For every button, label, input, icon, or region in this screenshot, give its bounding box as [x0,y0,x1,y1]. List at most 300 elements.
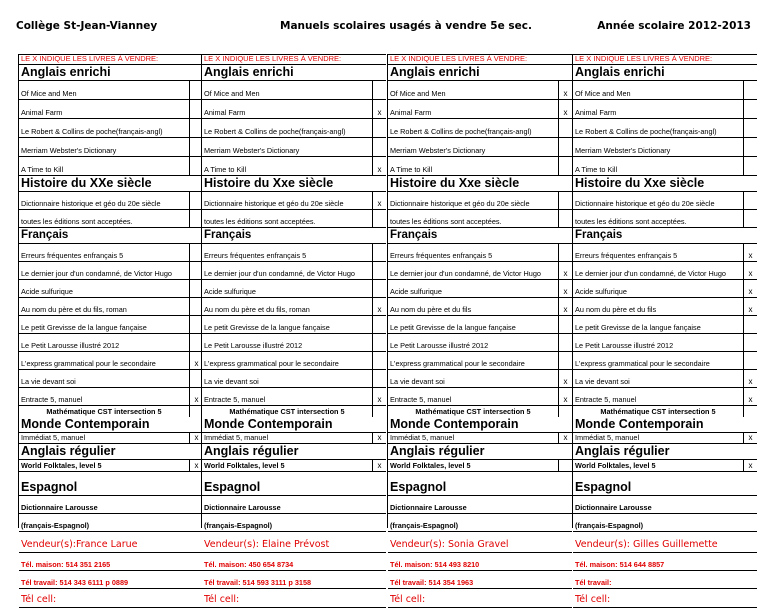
book-row-text: La vie devant soi [575,377,630,386]
sale-mark: x [377,461,382,470]
book-row [388,352,572,370]
section-heading-francais-text: Français [390,229,438,241]
phone-home-text: Tél. maison: 514 351 2165 [21,560,111,569]
book-row-text: Dictionnaire historique et géo du 20e siècle [204,199,344,208]
sale-mark-cell [372,138,386,156]
section-heading-espagnol [573,472,757,496]
sale-notice [388,55,572,65]
sale-mark-cell [743,262,757,279]
sale-mark: x [563,89,568,98]
sale-mark-cell [372,334,386,351]
section-heading-anglais-enrichi-text: Anglais enrichi [204,65,294,79]
sale-mark-cell [558,210,572,227]
book-row [202,496,386,514]
book-row [573,388,757,406]
phone-home [202,553,386,571]
phone-home [388,553,572,571]
book-row [573,280,757,298]
book-row-text: Le Petit Larousse illustré 2012 [21,341,120,350]
book-row [573,138,757,157]
school-year: Année scolaire 2012-2013 [597,20,751,32]
book-row-text: Of Mice and Men [575,89,631,98]
sale-mark: x [377,165,382,174]
section-heading-monde-contemporain [388,417,572,433]
sale-mark: x [194,359,199,368]
sale-mark-cell [372,244,386,261]
book-row [19,280,203,298]
book-row-text: Le Robert & Collins de poche(français-angl) [21,127,163,136]
book-row [388,496,572,514]
phone-cell [19,589,203,608]
book-row-text: Le dernier jour d'un condamné, de Victor Hugo [21,269,172,278]
section-heading-monde-contemporain-text: Monde Contemporain [575,417,704,431]
sale-mark-cell [743,81,757,99]
sale-mark: x [377,305,382,314]
book-row [202,460,386,472]
sale-mark: x [748,305,753,314]
book-row-text: A Time to Kill [390,165,433,174]
phone-work-text: Tél travail: 514 354 1963 [390,578,474,587]
section-heading-anglais-enrichi [202,65,386,81]
sale-mark-cell [743,460,757,471]
book-row-text: Au nom du père et du fils, roman [21,305,127,314]
sale-mark: x [194,433,199,442]
book-row [19,460,203,472]
math-cst-label-text: Mathématique CST intersection 5 [415,407,531,416]
section-heading-monde-contemporain [573,417,757,433]
sale-mark: x [748,287,753,296]
math-cst-label-text: Mathématique CST intersection 5 [229,407,345,416]
sale-mark-cell [372,460,386,471]
sale-mark-cell [372,316,386,333]
book-row [388,388,572,406]
book-row [388,433,572,444]
book-row [573,119,757,138]
sale-mark: x [748,461,753,470]
book-row-text: Au nom du père et du fils, roman [204,305,310,314]
book-row [573,496,757,514]
sale-notice [573,55,757,65]
book-row-text: World Folktales, level 5 [390,461,471,470]
phone-cell-text: Tél cell: [390,594,426,605]
book-row [202,138,386,157]
book-row-text: A Time to Kill [204,165,247,174]
book-row-text: Of Mice and Men [204,89,260,98]
book-row-text: L'express grammatical pour le secondaire [21,359,156,368]
phone-home [573,553,757,571]
book-row-text: Erreurs fréquentes enfrançais 5 [204,251,307,260]
book-row-text: A Time to Kill [21,165,64,174]
book-row-text: Erreurs fréquentes enfrançais 5 [390,251,493,260]
sale-mark-cell [743,192,757,209]
book-row-text: L'express grammatical pour le secondaire [575,359,710,368]
book-row-text: Au nom du père et du fils [575,305,657,314]
section-heading-monde-contemporain-text: Monde Contemporain [204,417,333,431]
book-row [388,119,572,138]
section-heading-espagnol-text: Espagnol [390,480,447,494]
phone-home [19,553,203,571]
book-row-text: Entracte 5, manuel [21,395,83,404]
school-name: Collège St-Jean-Vianney [16,20,158,32]
book-row-text: Of Mice and Men [21,89,77,98]
book-row [573,192,757,210]
book-row-text: Immédiat 5, manuel [21,433,86,442]
book-row-text: Le petit Grevisse de la langue fançaise [575,323,701,332]
book-row-text: Le Robert & Collins de poche(français-angl) [575,127,717,136]
page-header [0,0,768,50]
book-row [573,316,757,334]
book-row-text: Le dernier jour d'un condamné, de Victor Hugo [390,269,541,278]
section-heading-anglais-enrichi-text: Anglais enrichi [21,65,111,79]
book-row-text: toutes les éditions sont acceptées. [204,217,316,226]
sale-mark: x [563,395,568,404]
sale-mark-cell [372,406,386,417]
book-row [19,388,203,406]
sale-mark-cell [372,298,386,315]
sale-notice-text: LE X INDIQUE LES LIVRES À VENDRE: [575,55,713,63]
book-row [202,433,386,444]
book-row [388,244,572,262]
book-row-text: Merriam Webster's Dictionary [204,146,300,155]
section-heading-histoire-text: Histoire du Xxe siècle [204,176,334,190]
sale-mark-cell [558,192,572,209]
section-heading-monde-contemporain [202,417,386,433]
sale-mark-cell [372,119,386,137]
book-row-text: Le Petit Larousse illustré 2012 [204,341,303,350]
sale-mark: x [748,269,753,278]
book-row-text: Au nom du père et du fils [390,305,472,314]
sale-mark-cell [372,262,386,279]
section-heading-histoire [573,176,757,192]
book-row [573,433,757,444]
math-cst-label [573,406,757,417]
vendor-column [572,54,757,605]
section-heading-monde-contemporain [19,417,203,433]
book-row-text: Le petit Grevisse de la langue fançaise [390,323,516,332]
sale-mark-cell [743,370,757,387]
sale-mark-cell [743,352,757,369]
section-heading-espagnol-text: Espagnol [204,480,261,494]
sale-notice-text: LE X INDIQUE LES LIVRES À VENDRE: [21,55,159,63]
book-row-text: Animal Farm [390,108,432,117]
phone-work [202,571,386,589]
book-row [388,192,572,210]
book-row [19,157,203,176]
sale-mark: x [194,461,199,470]
book-row [19,334,203,352]
book-row [573,244,757,262]
section-heading-francais-text: Français [21,229,69,241]
sale-mark-cell [743,406,757,417]
book-row-text: L'express grammatical pour le secondaire [390,359,525,368]
section-heading-espagnol [19,472,203,496]
sale-mark-cell [743,138,757,156]
sale-mark-cell [743,298,757,315]
section-heading-francais [573,228,757,244]
section-heading-anglais-enrichi [19,65,203,81]
book-row-text: La vie devant soi [21,377,76,386]
book-row-text: Entracte 5, manuel [575,395,637,404]
book-row-text: Immédiat 5, manuel [204,433,269,442]
book-row-text: Le petit Grevisse de la langue fançaise [21,323,147,332]
phone-work [388,571,572,589]
book-row-text: Entracte 5, manuel [390,395,452,404]
book-row [573,352,757,370]
sale-mark-cell [558,460,572,471]
book-row-text: Acide sulfurique [204,287,256,296]
book-row [573,262,757,280]
book-row-text: Entracte 5, manuel [204,395,266,404]
book-row-text: Dictionnaire Larousse [204,503,281,512]
section-heading-anglais-regulier [19,444,203,460]
book-row [573,460,757,472]
sale-mark-cell [558,406,572,417]
sale-mark-cell [743,388,757,405]
sale-mark-cell [558,334,572,351]
section-heading-anglais-enrichi-text: Anglais enrichi [575,65,665,79]
vendor-column [201,54,386,605]
book-row-text: Le Robert & Collins de poche(français-angl) [204,127,346,136]
book-row [19,262,203,280]
section-heading-anglais-regulier-text: Anglais régulier [575,444,670,458]
phone-work [573,571,757,589]
book-row [19,119,203,138]
section-heading-histoire [19,176,203,192]
sale-mark-cell [558,298,572,315]
section-heading-anglais-enrichi [573,65,757,81]
book-row-text: Dictionnaire Larousse [390,503,467,512]
book-row [388,210,572,228]
phone-cell [388,589,572,608]
sale-mark-cell [743,334,757,351]
section-heading-espagnol-text: Espagnol [575,480,632,494]
sale-mark-cell [372,210,386,227]
book-row [19,370,203,388]
phone-home-text: Tél. maison: 514 644 8857 [575,560,665,569]
sale-mark-cell [558,119,572,137]
book-row [19,352,203,370]
book-row-text: Erreurs fréquentes enfrançais 5 [575,251,678,260]
math-cst-label [19,406,203,417]
book-row [202,334,386,352]
book-row [202,100,386,119]
vendor-column [18,54,203,605]
phone-cell-text: Tél cell: [575,594,611,605]
book-row-text: toutes les éditions sont acceptées. [575,217,687,226]
book-row [19,514,203,532]
sale-mark: x [563,433,568,442]
book-row-text: Dictionnaire historique et géo du 20e siècle [575,199,715,208]
section-heading-espagnol-text: Espagnol [21,480,78,494]
book-row [19,192,203,210]
book-row [19,496,203,514]
book-row-text: Le dernier jour d'un condamné, de Victor Hugo [204,269,355,278]
phone-cell [573,589,757,608]
sale-mark-cell [372,100,386,118]
section-heading-histoire-text: Histoire du XXe siècle [21,176,152,190]
book-row-text: Dictionnaire historique et géo du 20e siècle [390,199,530,208]
book-row-text: toutes les éditions sont acceptées. [390,217,502,226]
section-heading-histoire-text: Histoire du Xxe siècle [575,176,705,190]
book-row [202,316,386,334]
book-row-text: Merriam Webster's Dictionary [21,146,117,155]
phone-cell [202,589,386,608]
book-row-text: Merriam Webster's Dictionary [390,146,486,155]
sale-mark-cell [372,192,386,209]
sale-mark-cell [558,157,572,175]
book-row-text: Animal Farm [204,108,246,117]
book-row [388,298,572,316]
book-row [202,244,386,262]
book-row [573,81,757,100]
section-heading-histoire [202,176,386,192]
book-row-text: Erreurs fréquentes enfrançais 5 [21,251,124,260]
book-row [202,352,386,370]
book-row-text: Animal Farm [21,108,63,117]
book-row [573,298,757,316]
sale-mark-cell [558,262,572,279]
book-row [573,157,757,176]
book-row [19,210,203,228]
sale-mark-cell [372,433,386,443]
sale-mark-cell [372,81,386,99]
book-row-text: toutes les éditions sont acceptées. [21,217,133,226]
book-row [202,210,386,228]
book-row-text: (français-Espagnol) [390,521,459,530]
sale-mark: x [377,108,382,117]
sale-mark-cell [558,280,572,297]
vendor-name-text: Vendeur(s): Gilles Guillemette [575,539,718,550]
book-row [202,298,386,316]
sale-mark-cell [743,316,757,333]
page-title: Manuels scolaires usagés à vendre 5e sec. [280,20,532,32]
section-heading-francais-text: Français [575,229,623,241]
sale-mark: x [563,377,568,386]
book-row [202,388,386,406]
book-row-text: Le Petit Larousse illustré 2012 [390,341,489,350]
vendor-name [202,532,386,553]
sale-mark-cell [558,433,572,443]
book-row-text: Le petit Grevisse de la langue fançaise [204,323,330,332]
section-heading-francais [19,228,203,244]
book-row-text: Animal Farm [575,108,617,117]
book-row [573,210,757,228]
book-row [388,81,572,100]
book-row-text: Le dernier jour d'un condamné, de Victor Hugo [575,269,726,278]
section-heading-anglais-regulier-text: Anglais régulier [390,444,485,458]
section-heading-anglais-regulier-text: Anglais régulier [21,444,116,458]
book-row-text: Acide sulfurique [390,287,442,296]
vendor-name-text: Vendeur(s): Sonia Gravel [390,539,509,550]
phone-work-text: Tél travail: [575,578,612,587]
book-row-text: A Time to Kill [575,165,618,174]
book-row [388,100,572,119]
book-row [202,514,386,532]
book-row-text: (français-Espagnol) [204,521,273,530]
book-row [202,157,386,176]
book-row [19,298,203,316]
sale-mark-cell [558,316,572,333]
vendor-name [388,532,572,553]
book-row [388,514,572,532]
sale-mark-cell [558,138,572,156]
sale-mark: x [748,433,753,442]
phone-cell-text: Tél cell: [204,594,240,605]
book-row [388,138,572,157]
sale-mark-cell [558,244,572,261]
sale-mark-cell [558,388,572,405]
phone-home-text: Tél. maison: 514 493 8210 [390,560,480,569]
sale-mark: x [563,305,568,314]
vendor-name-text: Vendeur(s):France Larue [21,539,138,550]
sale-mark: x [748,377,753,386]
section-heading-monde-contemporain-text: Monde Contemporain [390,417,519,431]
section-heading-francais [388,228,572,244]
sale-mark-cell [558,352,572,369]
sale-mark-cell [743,244,757,261]
sale-mark: x [563,108,568,117]
book-row-text: Dictionnaire historique et géo du 20e siècle [21,199,161,208]
vendor-name [573,532,757,553]
book-row-text: Acide sulfurique [575,287,627,296]
sale-notice [19,55,203,65]
book-row-text: Le Petit Larousse illustré 2012 [575,341,674,350]
book-row [19,244,203,262]
book-row [19,433,203,444]
book-row-text: Merriam Webster's Dictionary [575,146,671,155]
book-row [388,460,572,472]
section-heading-histoire [388,176,572,192]
sale-mark-cell [558,100,572,118]
section-heading-anglais-regulier [202,444,386,460]
sale-mark-cell [372,370,386,387]
sale-mark: x [377,433,382,442]
book-row-text: Acide sulfurique [21,287,73,296]
section-heading-anglais-regulier [388,444,572,460]
book-row [202,262,386,280]
book-row [202,370,386,388]
book-row-text: World Folktales, level 5 [204,461,285,470]
sale-mark-cell [743,100,757,118]
book-row [388,262,572,280]
section-heading-espagnol [202,472,386,496]
book-row-text: La vie devant soi [204,377,259,386]
book-row [388,316,572,334]
sale-mark-cell [372,157,386,175]
sale-mark-cell [558,81,572,99]
book-row [202,81,386,100]
phone-home-text: Tél. maison: 450 654 8734 [204,560,294,569]
section-heading-anglais-regulier [573,444,757,460]
book-row [19,138,203,157]
section-heading-anglais-regulier-text: Anglais régulier [204,444,299,458]
phone-cell-text: Tél cell: [21,594,57,605]
sale-mark-cell [743,433,757,443]
book-row [573,370,757,388]
sale-mark: x [563,269,568,278]
book-row-text: World Folktales, level 5 [575,461,656,470]
sale-mark: x [748,251,753,260]
book-row-text: Dictionnaire Larousse [21,503,98,512]
math-cst-label [202,406,386,417]
book-row-text: World Folktales, level 5 [21,461,102,470]
section-heading-histoire-text: Histoire du Xxe siècle [390,176,520,190]
book-row-text: (français-Espagnol) [575,521,644,530]
book-row [388,370,572,388]
sale-mark-cell [743,280,757,297]
book-row [202,280,386,298]
book-row [202,119,386,138]
